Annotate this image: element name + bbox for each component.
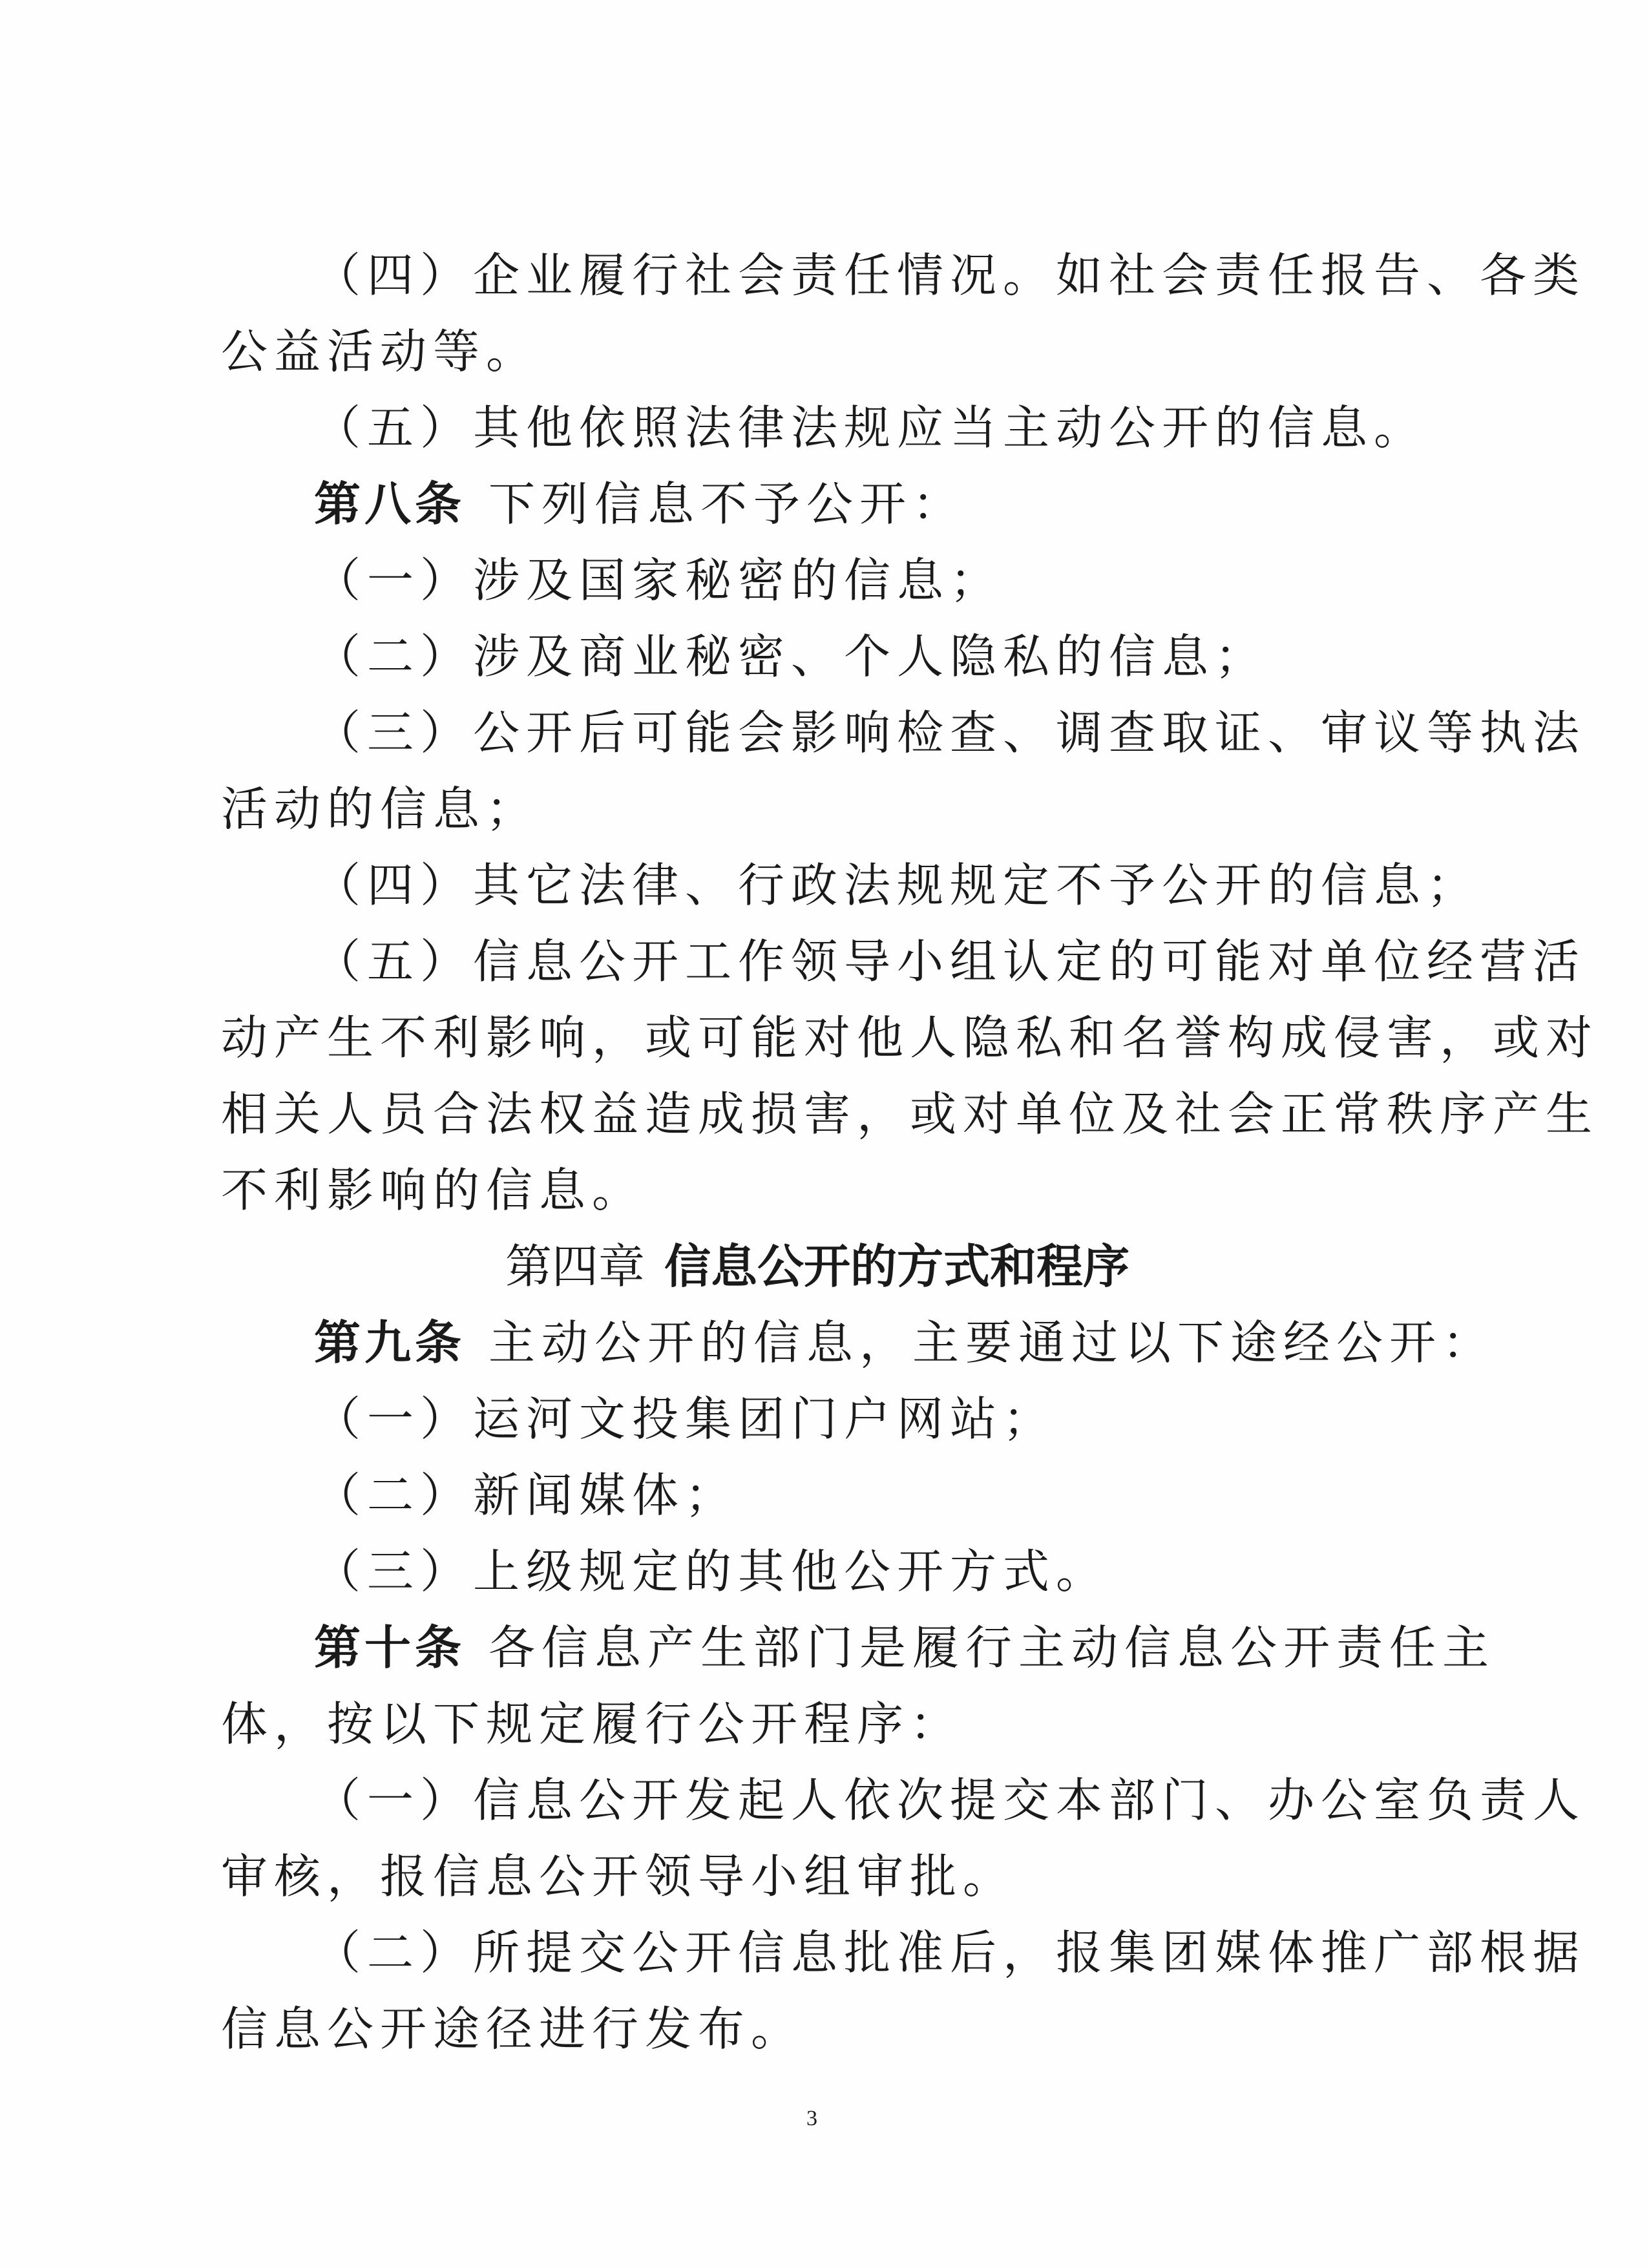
paragraph-line: 动产生不利影响，或可能对他人隐私和名誉构成侵害，或对 xyxy=(221,1011,1599,1065)
article-10-line xyxy=(314,1621,1496,1675)
article-8-line xyxy=(314,477,966,531)
article-9-text: 主动公开的信息，主要通过以下途经公开： xyxy=(488,1316,1496,1370)
article-10-heading: 第十条 xyxy=(314,1621,466,1675)
paragraph-line: （四）其它法律、行政法规规定不予公开的信息； xyxy=(314,858,1480,912)
paragraph-line: （五）信息公开工作领导小组认定的可能对单位经营活 xyxy=(314,934,1586,989)
paragraph-line: （二）涉及商业秘密、个人隐私的信息； xyxy=(314,629,1268,684)
paragraph-line: 活动的信息； xyxy=(221,782,540,836)
article-8-text: 下列信息不予公开： xyxy=(488,477,966,531)
paragraph-line: （二）所提交公开信息批准后，报集团媒体推广部根据 xyxy=(314,1926,1586,1980)
article-9-heading: 第九条 xyxy=(314,1316,466,1370)
paragraph-line: 相关人员合法权益造成损害，或对单位及社会正常秩序产生 xyxy=(221,1087,1599,1141)
paragraph-line: 审核，报信息公开领导小组审批。 xyxy=(221,1849,1016,1904)
chapter-number: 第四章 xyxy=(505,1239,646,1294)
article-8-heading: 第八条 xyxy=(314,477,466,531)
paragraph-line: （二）新闻媒体； xyxy=(314,1468,739,1522)
paragraph-line: （一）运河文投集团门户网站； xyxy=(314,1392,1056,1446)
paragraph-line: （一）信息公开发起人依次提交本部门、办公室负责人 xyxy=(314,1773,1586,1827)
chapter-heading xyxy=(505,1239,1130,1294)
paragraph-line: 公益活动等。 xyxy=(221,324,540,379)
paragraph-line: （三）上级规定的其他公开方式。 xyxy=(314,1544,1109,1599)
paragraph-line: 信息公开途径进行发布。 xyxy=(221,2002,804,2056)
page-number: 3 xyxy=(806,2106,817,2130)
paragraph-line: （三）公开后可能会影响检查、调查取证、审议等执法 xyxy=(314,706,1586,760)
paragraph-line: （一）涉及国家秘密的信息； xyxy=(314,553,1003,607)
paragraph-line: （四）企业履行社会责任情况。如社会责任报告、各类 xyxy=(314,248,1586,302)
chapter-title: 信息公开的方式和程序 xyxy=(664,1239,1130,1294)
paragraph-line: 不利影响的信息。 xyxy=(221,1163,646,1217)
article-10-text: 各信息产生部门是履行主动信息公开责任主 xyxy=(488,1621,1496,1675)
paragraph-line: 体，按以下规定履行公开程序： xyxy=(221,1697,963,1751)
article-9-line xyxy=(314,1316,1496,1370)
paragraph-line: （五）其他依照法律法规应当主动公开的信息。 xyxy=(314,401,1427,455)
